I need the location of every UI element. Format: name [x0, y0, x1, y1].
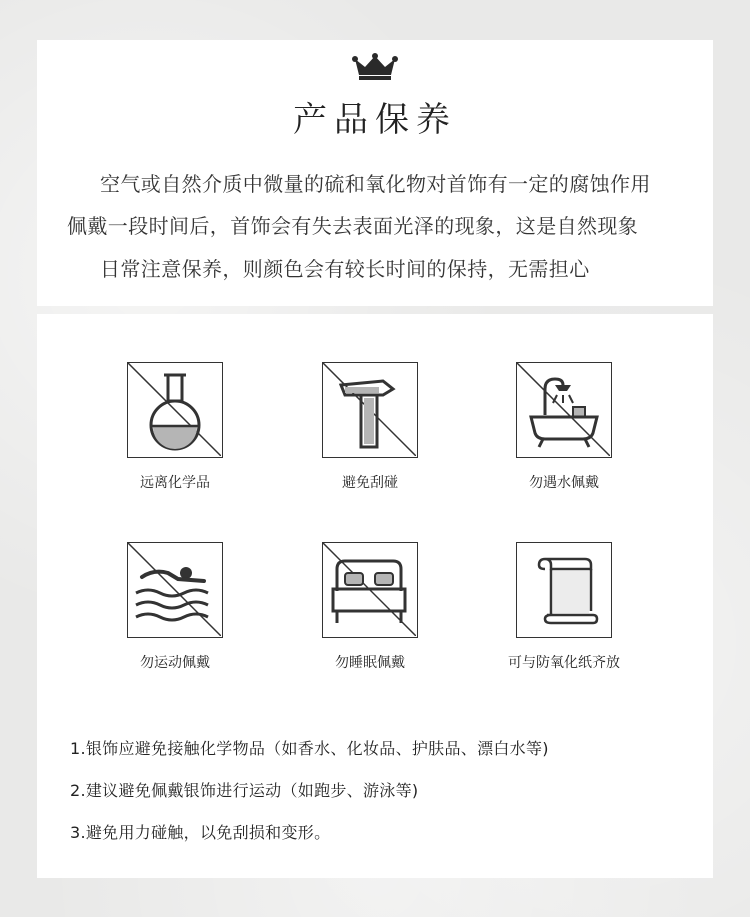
intro-line-2: 佩戴一段时间后，首饰会有失去表面光泽的现象，这是自然现象 — [67, 214, 639, 238]
intro-card — [37, 40, 713, 306]
care-note-1: 1.银饰应避免接触化学物品（如香水、化妆品、护肤品、漂白水等) — [70, 739, 549, 758]
care-card — [37, 314, 713, 878]
chemical-flask-icon — [127, 362, 223, 458]
paper-scroll-icon — [516, 542, 612, 638]
icon-label-water: 勿遇水佩戴 — [529, 475, 599, 491]
icon-label-sport: 勿运动佩戴 — [140, 655, 210, 671]
icon-label-scratch: 避免刮碰 — [342, 475, 398, 491]
intro-line-3: 日常注意保养，则颜色会有较长时间的保持，无需担心 — [100, 257, 590, 281]
page-title: 产品保养 — [293, 100, 457, 140]
icon-label-sleep: 勿睡眠佩戴 — [335, 655, 405, 671]
hammer-icon — [322, 362, 418, 458]
care-note-2: 2.建议避免佩戴银饰进行运动（如跑步、游泳等) — [70, 781, 419, 800]
icon-label-chemicals: 远离化学品 — [140, 475, 210, 491]
swimmer-icon — [127, 542, 223, 638]
bed-icon — [322, 542, 418, 638]
bathtub-shower-icon — [516, 362, 612, 458]
icon-label-paper: 可与防氧化纸齐放 — [508, 655, 620, 671]
crown-icon — [351, 53, 399, 81]
intro-line-1: 空气或自然介质中微量的硫和氧化物对首饰有一定的腐蚀作用 — [100, 172, 651, 196]
care-note-3: 3.避免用力碰触，以免刮损和变形。 — [70, 823, 331, 842]
